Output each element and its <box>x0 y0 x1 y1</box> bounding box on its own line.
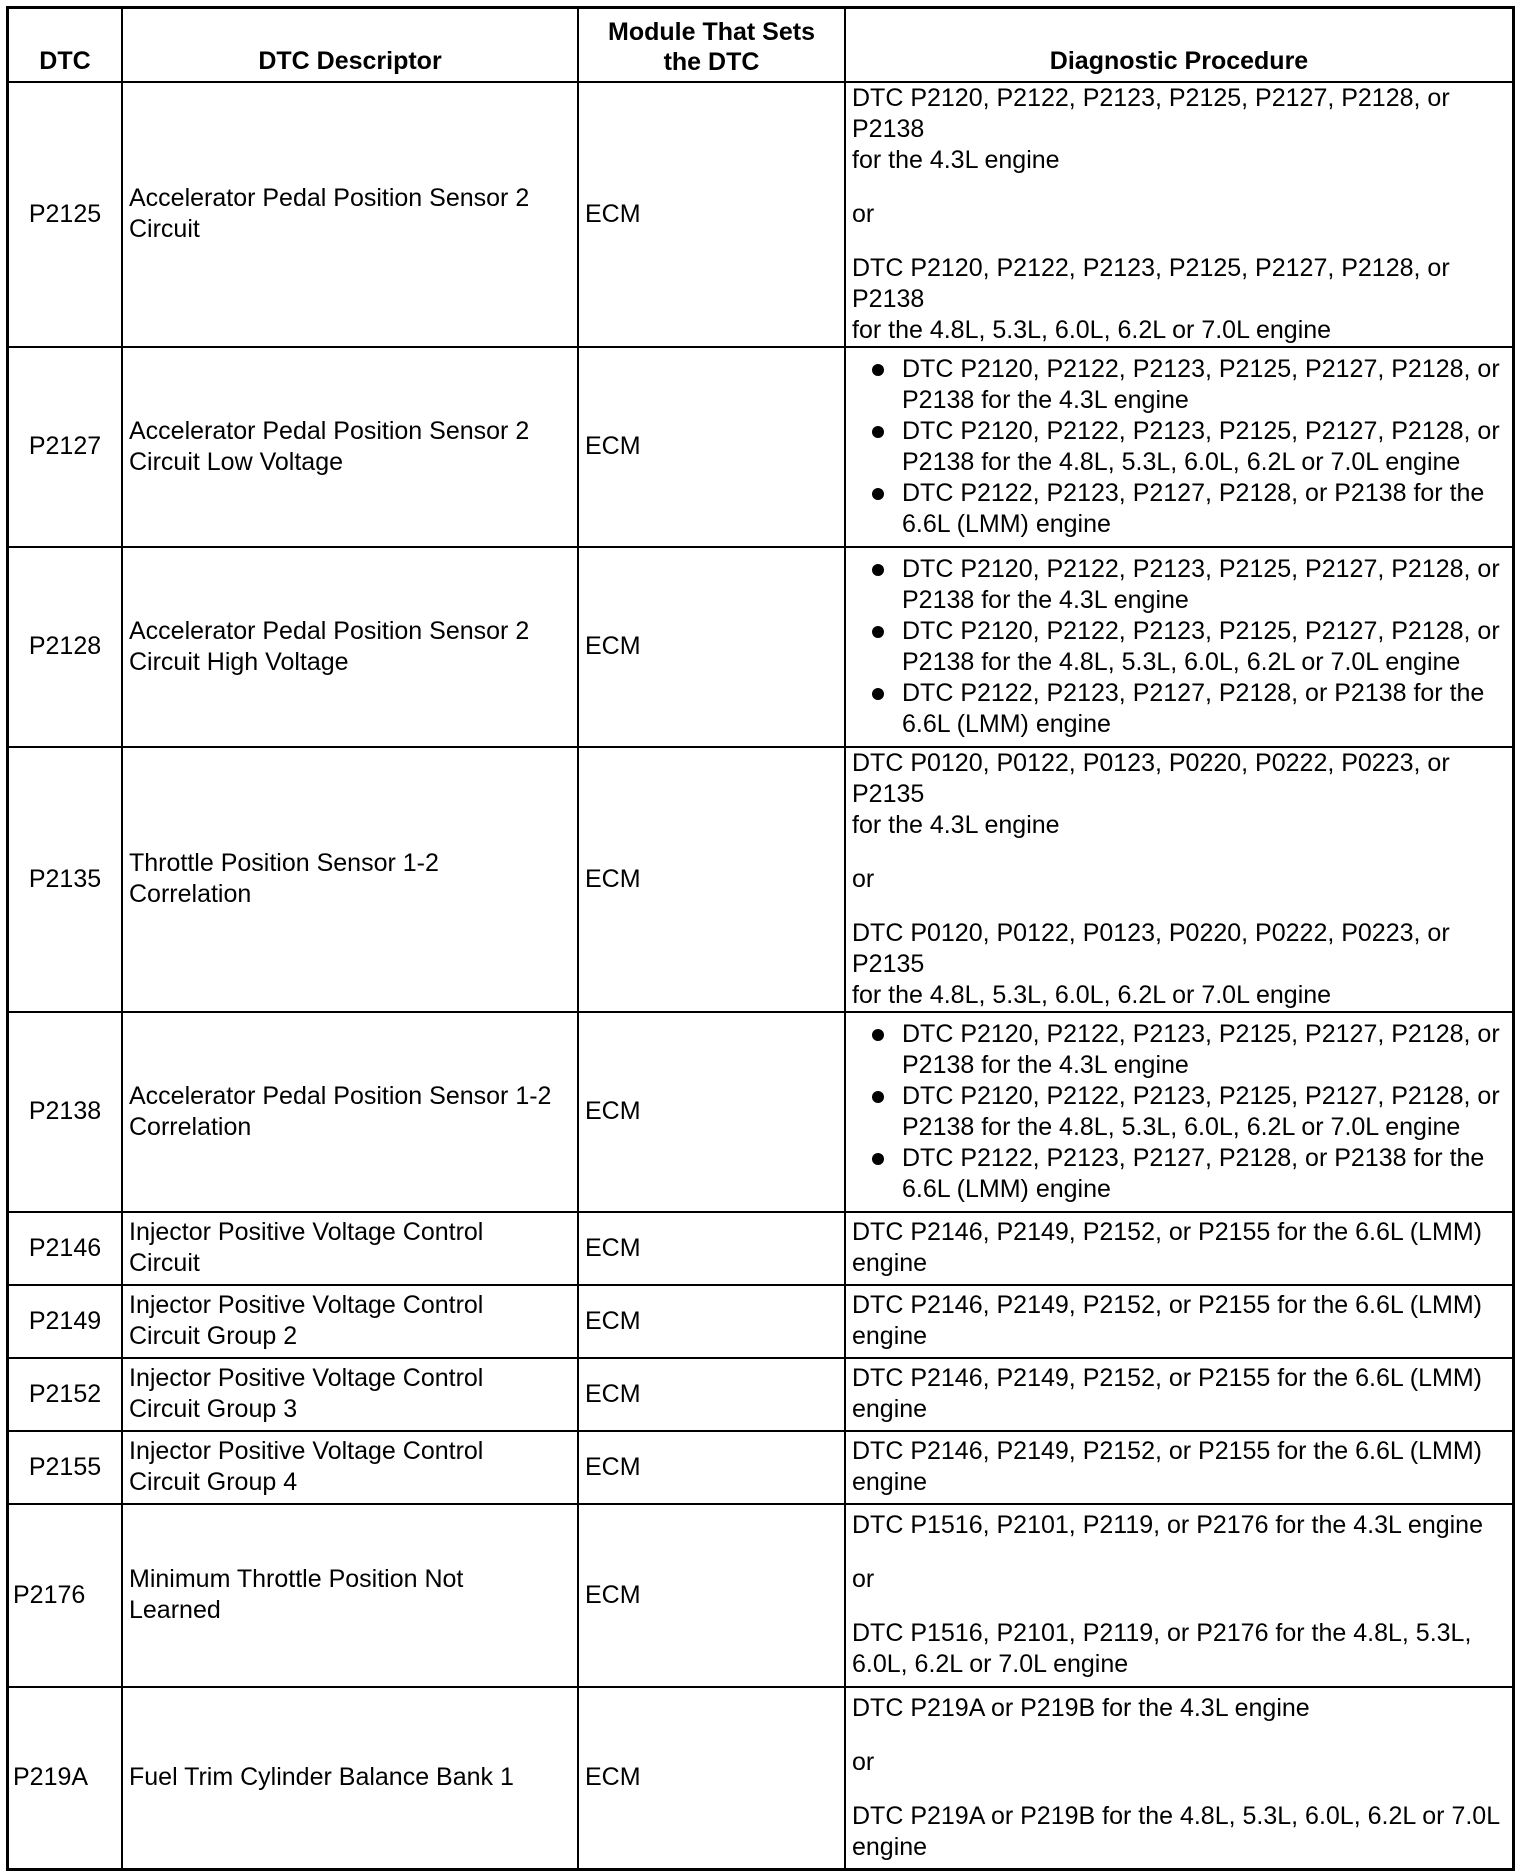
procedure-text: DTC P0120, P0122, P0123, P0220, P0222, P0223, or P2135 for the 4.3L engine <box>852 748 1450 839</box>
procedure-list-item <box>852 354 1506 416</box>
dtc-descriptor-cell: Injector Positive Voltage Control Circuit Group 3 <box>122 1358 578 1431</box>
table-row <box>8 547 1514 747</box>
diagnostic-procedure-cell <box>845 547 1514 747</box>
procedure-text: DTC P2120, P2122, P2123, P2125, P2127, P2128, or P2138 for the 4.8L, 5.3L, 6.0L, 6.2L or 7.0L engine <box>902 1081 1500 1141</box>
procedure-list-item <box>852 554 1506 616</box>
module-cell: ECM <box>578 747 845 1012</box>
diagnostic-procedure-cell <box>845 1687 1514 1870</box>
procedure-text: or <box>852 864 875 893</box>
bullet-icon <box>872 1029 884 1041</box>
header-descriptor: DTC Descriptor <box>122 8 578 82</box>
dtc-code-cell: P2127 <box>8 347 123 547</box>
procedure-text: DTC P2122, P2123, P2127, P2128, or P2138 for the 6.6L (LMM) engine <box>902 678 1485 738</box>
dtc-descriptor-cell: Injector Positive Voltage Control Circuit Group 4 <box>122 1431 578 1504</box>
procedure-text: DTC P1516, P2101, P2119, or P2176 for the 4.3L engine <box>852 1511 1483 1539</box>
module-cell: ECM <box>578 1285 845 1358</box>
bullet-icon <box>872 364 884 376</box>
dtc-code-cell: P2176 <box>8 1504 123 1687</box>
procedure-text: DTC P2120, P2122, P2123, P2125, P2127, P2128, or P2138 for the 4.3L engine <box>902 554 1500 614</box>
dtc-code-cell: P2125 <box>8 82 123 347</box>
procedure-text: DTC P2146, P2149, P2152, or P2155 for the 6.6L (LMM) engine <box>852 1364 1482 1423</box>
dtc-code-cell: P2128 <box>8 547 123 747</box>
module-cell: ECM <box>578 547 845 747</box>
dtc-code-cell: P2138 <box>8 1012 123 1212</box>
diagnostic-procedure-cell <box>845 1212 1514 1285</box>
module-cell: ECM <box>578 347 845 547</box>
table-row <box>8 1285 1514 1358</box>
procedure-text: DTC P2146, P2149, P2152, or P2155 for the 6.6L (LMM) engine <box>852 1218 1482 1277</box>
diagnostic-procedure-cell <box>845 747 1514 1012</box>
procedure-text: DTC P2120, P2122, P2123, P2125, P2127, P2128, or P2138 for the 4.3L engine <box>902 354 1500 414</box>
dtc-descriptor-cell: Fuel Trim Cylinder Balance Bank 1 <box>122 1687 578 1870</box>
dtc-code-cell: P2155 <box>8 1431 123 1504</box>
table-body <box>8 82 1514 1870</box>
procedure-list-item <box>852 678 1506 740</box>
bullet-icon <box>872 1153 884 1165</box>
module-cell: ECM <box>578 1012 845 1212</box>
dtc-descriptor-cell: Accelerator Pedal Position Sensor 1-2 Correlation <box>122 1012 578 1212</box>
procedure-text: DTC P2146, P2149, P2152, or P2155 for the 6.6L (LMM) engine <box>852 1291 1482 1350</box>
dtc-code-cell: P219A <box>8 1687 123 1870</box>
dtc-descriptor-cell: Throttle Position Sensor 1-2 Correlation <box>122 747 578 1012</box>
procedure-text: DTC P0120, P0122, P0123, P0220, P0222, P0223, or P2135 for the 4.8L, 5.3L, 6.0L, 6.2L or 7.0L engine <box>852 918 1450 1009</box>
table-row <box>8 1012 1514 1212</box>
diagnostic-procedure-cell <box>845 347 1514 547</box>
procedure-list <box>852 554 1506 740</box>
dtc-descriptor-cell: Accelerator Pedal Position Sensor 2 Circuit High Voltage <box>122 547 578 747</box>
diagnostic-procedure-cell <box>845 1285 1514 1358</box>
table-row <box>8 347 1514 547</box>
bullet-icon <box>872 564 884 576</box>
module-cell: ECM <box>578 1358 845 1431</box>
diagnostic-procedure-cell <box>845 1504 1514 1687</box>
procedure-text: DTC P2120, P2122, P2123, P2125, P2127, P2128, or P2138 for the 4.3L engine <box>902 1019 1500 1079</box>
module-cell: ECM <box>578 1431 845 1504</box>
procedure-list-item <box>852 1143 1506 1205</box>
dtc-descriptor-cell: Minimum Throttle Position Not Learned <box>122 1504 578 1687</box>
table-row <box>8 747 1514 1012</box>
bullet-icon <box>872 1091 884 1103</box>
procedure-text: DTC P219A or P219B for the 4.3L engine <box>852 1693 1310 1722</box>
procedure-text: DTC P2146, P2149, P2152, or P2155 for the 6.6L (LMM) engine <box>852 1437 1482 1496</box>
table-row <box>8 1358 1514 1431</box>
dtc-descriptor-cell: Injector Positive Voltage Control Circuit Group 2 <box>122 1285 578 1358</box>
bullet-icon <box>872 688 884 700</box>
procedure-text: DTC P2120, P2122, P2123, P2125, P2127, P2128, or P2138 for the 4.8L, 5.3L, 6.0L, 6.2L or 7.0L engine <box>852 253 1450 344</box>
procedure-list-item <box>852 1019 1506 1081</box>
procedure-text: or <box>852 199 875 228</box>
procedure-list <box>852 1019 1506 1205</box>
dtc-code-cell: P2146 <box>8 1212 123 1285</box>
dtc-descriptor-cell: Injector Positive Voltage Control Circuit <box>122 1212 578 1285</box>
module-cell: ECM <box>578 1687 845 1870</box>
procedure-text: DTC P1516, P2101, P2119, or P2176 for the 4.8L, 5.3L, 6.0L, 6.2L or 7.0L engine <box>852 1619 1472 1678</box>
table-row <box>8 1504 1514 1687</box>
bullet-icon <box>872 488 884 500</box>
procedure-list-item <box>852 616 1506 678</box>
module-cell: ECM <box>578 1504 845 1687</box>
bullet-icon <box>872 426 884 438</box>
dtc-table <box>6 6 1515 1871</box>
module-cell: ECM <box>578 82 845 347</box>
table-row <box>8 1687 1514 1870</box>
diagnostic-procedure-cell <box>845 1431 1514 1504</box>
header-dtc: DTC <box>8 8 123 82</box>
bullet-icon <box>872 626 884 638</box>
diagnostic-procedure-cell <box>845 1358 1514 1431</box>
diagnostic-procedure-cell <box>845 82 1514 347</box>
procedure-text: DTC P2120, P2122, P2123, P2125, P2127, P2128, or P2138 for the 4.3L engine <box>852 83 1450 174</box>
procedure-text: DTC P2122, P2123, P2127, P2128, or P2138 for the 6.6L (LMM) engine <box>902 478 1485 538</box>
dtc-code-cell: P2149 <box>8 1285 123 1358</box>
procedure-text: DTC P2122, P2123, P2127, P2128, or P2138 for the 6.6L (LMM) engine <box>902 1143 1485 1203</box>
dtc-code-cell: P2135 <box>8 747 123 1012</box>
table-row <box>8 1212 1514 1285</box>
diagnostic-procedure-cell <box>845 1012 1514 1212</box>
dtc-descriptor-cell: Accelerator Pedal Position Sensor 2 Circuit <box>122 82 578 347</box>
header-procedure: Diagnostic Procedure <box>845 8 1514 82</box>
procedure-text: DTC P2120, P2122, P2123, P2125, P2127, P2128, or P2138 for the 4.8L, 5.3L, 6.0L, 6.2L or 7.0L engine <box>902 416 1500 476</box>
table-header <box>8 8 1514 82</box>
module-cell: ECM <box>578 1212 845 1285</box>
table-row <box>8 1431 1514 1504</box>
header-module: Module That Sets the DTC <box>578 8 845 82</box>
dtc-code-cell: P2152 <box>8 1358 123 1431</box>
procedure-list <box>852 354 1506 540</box>
procedure-list-item <box>852 478 1506 540</box>
procedure-text: or <box>852 1565 875 1593</box>
dtc-descriptor-cell: Accelerator Pedal Position Sensor 2 Circuit Low Voltage <box>122 347 578 547</box>
procedure-text: DTC P219A or P219B for the 4.8L, 5.3L, 6.0L, 6.2L or 7.0L engine <box>852 1801 1501 1861</box>
header-row <box>8 8 1514 82</box>
procedure-text: DTC P2120, P2122, P2123, P2125, P2127, P2128, or P2138 for the 4.8L, 5.3L, 6.0L, 6.2L or 7.0L engine <box>902 616 1500 676</box>
procedure-text: or <box>852 1747 875 1776</box>
table-row <box>8 82 1514 347</box>
procedure-list-item <box>852 1081 1506 1143</box>
procedure-list-item <box>852 416 1506 478</box>
